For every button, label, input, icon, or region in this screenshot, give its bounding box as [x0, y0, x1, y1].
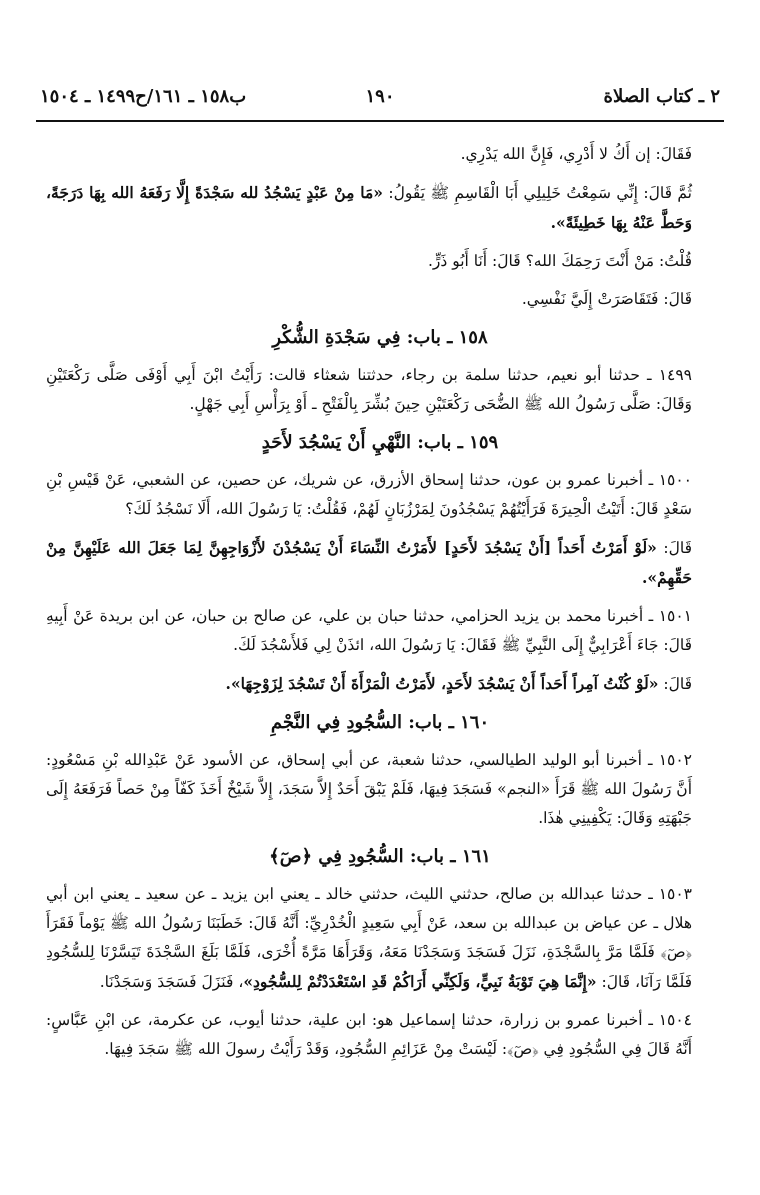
paragraph-text: قَالَ: — [658, 675, 692, 693]
page-body — [46, 140, 714, 1073]
chapter-heading: ١٦١ ـ باب: السُّجُودِ فِي ﴿صٓ﴾ — [269, 846, 491, 867]
paragraph: قَالَ: فَتَقَاصَرَتْ إِلَيَّ نَفْسِي. — [521, 290, 692, 308]
hadith-paragraph — [46, 533, 714, 593]
hadith-paragraph: ١٥٠٤ ـ أخبرنا عمرو بن زرارة، حدثنا إسماعيل هو: ابن علية، حدثنا أيوب، عن عكرمة، عن ابْنِ عَبَّاسٍ: أَنَّهُ قَالَ فِي السُّجُودِ فِي ﴿صٓ﴾: لَيْسَتْ مِنْ عَزَائِمِ السُّجُودِ، وَقَدْ رَأَيْتُ رسولَ الله ﷺ سَجَدَ فِيهَا. — [46, 1011, 692, 1058]
chapter-heading: ١٥٨ ـ باب: فِي سَجْدَةِ الشُّكْرِ — [272, 327, 488, 348]
paragraph: قُلْتُ: مَنْ أَنْتَ رَحِمَكَ الله؟ قَالَ: أَنَا أَبُو ذَرٍّ. — [427, 252, 692, 270]
chapter-heading: ١٥٩ ـ باب: النَّهْيِ أَنْ يَسْجُدَ لأَحَدٍ — [261, 432, 499, 453]
section-reference: ب١٥٨ ـ ١٦١/ح١٤٩٩ ـ ١٥٠٤ — [40, 86, 247, 107]
paragraph-text: ، فَنَزَلَ فَسَجَدَ وَسَجَدْنَا. — [99, 973, 244, 991]
hadith-paragraph: ١٥٠٢ ـ أخبرنا أبو الوليد الطيالسي، حدثنا شعبة، عن أبي إسحاق، عن الأسود عَنْ عَبْدِالله بْنِ مَسْعُودٍ: أَنَّ رَسُولَ الله ﷺ قَرَأَ «النجم» فَسَجَدَ فِيهَا، فَلَمْ يَبْقَ أَحَدٌ إِلاَّ سَجَدَ، إِلاَّ شَيْخٌ أَخَذَ كَفّاً مِنْ حَصاً فَرَفَعَهُ إِلَى جَبْهَتِهِ وَقَالَ: يَكْفِينِي هٰذَا. — [46, 751, 692, 827]
chapter-heading: ١٦٠ ـ باب: السُّجُودِ فِي النَّجْمِ — [270, 712, 490, 733]
hadith-paragraph: ١٤٩٩ ـ حدثنا أبو نعيم، حدثنا سلمة بن رجاء، حدثتنا شعثاء قالت: رَأَيْتُ ابْنَ أَبِي أَوْفَى صَلَّى رَكْعَتَيْنِ وَقَالَ: صَلَّى رَسُولُ الله ﷺ الضُّحَى رَكْعَتَيْنِ حِينَ بُشِّرَ بِالْفَتْحِ ـ أَوْ بِرَأْسِ أَبِي جَهْلٍ. — [46, 366, 692, 413]
chapter-title: ٢ ـ كتاب الصلاة — [603, 86, 720, 107]
page-number: ١٩٠ — [365, 86, 395, 107]
hadith-text: «لَوْ كُنْتُ آمِراً أَحَداً أَنْ يَسْجُدَ لأَحَدٍ، لأَمَرْتُ الْمَرْأَةَ أَنْ تَسْجُدَ لِزَوْجِهَا». — [225, 674, 659, 693]
hadith-paragraph — [46, 880, 714, 997]
hadith-text: «لَوْ أَمَرْتُ أَحَداً [أَنْ يَسْجُدَ لأَحَدٍ] لأَمَرْتُ النِّسَاءَ أَنْ يَسْجُدْنَ لأَزْوَاجِهِنَّ لِمَا جَعَلَ الله عَلَيْهِنَّ مِنْ حَقِّهِمْ». — [46, 538, 692, 587]
hadith-text: «إِنَّمَا هِيَ تَوْبَةُ نَبِيٍّ، وَلَكِنِّي أَرَاكُمْ قَدِ اسْتَعْدَدْتُمْ لِلسُّجُودِ» — [243, 972, 597, 991]
paragraph-text: قَالَ: — [656, 539, 692, 557]
hadith-text: «مَا مِنْ عَبْدٍ يَسْجُدُ لله سَجْدَةً إِلَّا رَفَعَهُ الله بِهَا دَرَجَةً، وَحَطَّ عَنْهُ بِهَا خَطِيئَةً». — [46, 183, 692, 232]
paragraph: فَقَالَ: إن أَكُ لا أَدْرِي، فَإِنَّ الله يَدْرِي. — [460, 145, 692, 163]
paragraph-text: ١٥٠٣ ـ حدثنا عبدالله بن صالح، حدثني الليث، حدثني خالد ـ يعني ابن يزيد ـ عن سعيد ـ يعني ابن أبي هلال ـ عن عياض بن عبدالله بن سعد، عَنْ أَبِي سَعِيدٍ الْخُدْرِيِّ: أَنَّهُ قَالَ: خَطَبَنَا رَسُولُ الله ﷺ يَوْماً فَقَرَأَ ﴿صٓ﴾ فَلَمَّا مَرَّ بِالسَّجْدَةِ، نَزَلَ فَسَجَدَ وَسَجَدْنَا مَعَهُ، وَقَرَأَهَا مَرَّةً أُخْرَى، فَلَمَّا بَلَغَ السَّجْدَةَ تَيَسَّرْنَا لِلسُّجُودِ فَلَمَّا رَآنَا، قَالَ: — [46, 885, 692, 991]
paragraph — [46, 178, 714, 238]
hadith-paragraph — [46, 669, 714, 699]
book-page — [36, 80, 724, 1155]
hadith-paragraph: ١٥٠٠ ـ أخبرنا عمرو بن عون، حدثنا إسحاق الأزرق، عن شريك، عن حصين، عن الشعبي، عَنْ قَيْسِ بْنِ سَعْدٍ قَالَ: أَتَيْتُ الْحِيرَةَ فَرَأَيْتُهُمْ يَسْجُدُونَ لِمَرْزُبَانٍ لَهُمْ، فَقُلْتُ: يَا رَسُولَ الله، أَلَا نَسْجُدُ لَكَ؟ — [46, 471, 692, 518]
paragraph-text: ثُمَّ قَالَ: إِنِّي سَمِعْتُ خَلِيلِي أَبَا الْقَاسِمِ ﷺ يَقُولُ: — [382, 184, 692, 202]
hadith-paragraph: ١٥٠١ ـ أخبرنا محمد بن يزيد الحزامي، حدثنا حبان بن علي، عن صالح بن حبان، عن ابن بريدة عَنْ أَبِيهِ قَالَ: جَاءَ أَعْرَابِيٌّ إِلَى النَّبِيِّ ﷺ فَقَالَ: يَا رَسُولَ الله، ائذَنْ لِي فَلأَسْجُدَ لَكَ. — [46, 607, 692, 654]
page-header — [36, 80, 724, 122]
